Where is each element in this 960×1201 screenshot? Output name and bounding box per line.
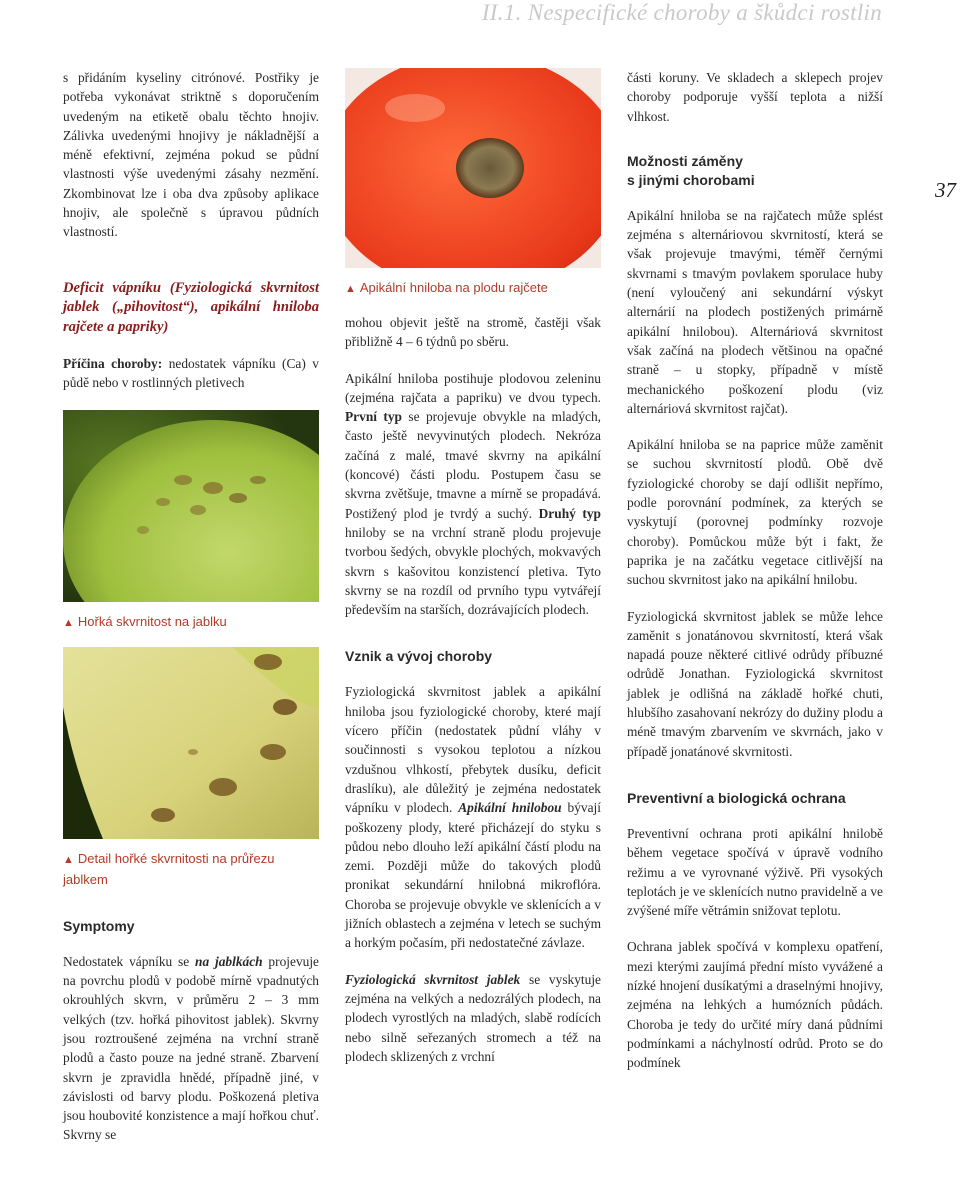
- apple-bitter-pit-photo: [63, 410, 319, 602]
- triangle-up-icon: ▲: [345, 283, 356, 295]
- chapter-header: II.1. Nespecifické choroby a škůdci rostlin: [481, 0, 882, 25]
- column-2: [345, 68, 601, 1083]
- apple-cross-section-photo: [63, 647, 319, 839]
- col3-paragraph-6: Ochrana jablek spočívá v komplexu opatření, mezi kterými zaujímá přední místo vyvážené a nízké hnojení dusíkatými a draselnými hnojivy, zejména na lehkých a humózních půdách. Choroba je tedy do určité míry daná půdními podmínkami a náchylností odrůd. Proto se do podmínek: [627, 939, 883, 1071]
- cross-section-caption: ▲ Detail hořké skvrnitosti na průřezu jablkem: [63, 850, 275, 887]
- tomato-photo-caption: ▲ Apikální hniloba na plodu rajčete: [345, 280, 548, 295]
- col2-paragraph-4: Fyziologická skvrnitost jablek se vyskytuje zejména na velkých a nedozrálých plodech, na plodech vyrostlých na mladých, slabě rodících nebo silně seřezaných stromech a též na plodech sklizených z vrchní: [345, 971, 601, 1064]
- col3-paragraph-5: Preventivní ochrana proti apikální hnilobě během vegetace spočívá v úpravě vodního režimu a ve vyrovnané výživě. Při vysokých teplotách je ve sklenících nutno pravidelně a ve zvýšené míře větrámin snižovat teplotu.: [627, 825, 883, 919]
- col3-paragraph-4: Fyziologická skvrnitost jablek se může lehce zaměnit s jonatánovou skvrnitostí, která však napadá pouze některé citlivé odrůdy příbuzné odrůdě Jonathan. Fyziologická skvrnitost jablek je odlišná na základě hořké chuti, hlubšího zasahovaní nekrózy do dužiny plodu a méně tmavým zbarvením ve skvrnách, jako v případě jonatánové skvrnitosti.: [627, 608, 883, 759]
- col2-paragraph-1: mohou objevit ještě na stromě, častěji však přibližně 4 – 6 týdnů po sběru.: [345, 315, 601, 350]
- cause-text: nedostatek vápníku (Ca) v půdě nebo v rostlinných pletivech: [63, 356, 319, 391]
- vznik-heading: Vznik a vývoj choroby: [345, 648, 493, 665]
- cause-label: Příčina choroby:: [63, 356, 163, 372]
- column-1: [63, 68, 319, 1162]
- triangle-up-icon: ▲: [63, 616, 74, 629]
- col3-paragraph-2: Apikální hniloba se na rajčatech může splést zejména s alternáriovou skvrnitostí, která se však projevuje tmavými, téměř černými skvrnami s tmavým povlakem sporulace huby (není vyloučený ani sekundární výskyt alternárií na plodech postižených primárně apikální hnilobou). Alternáriová skvrnitost však začíná na plodech většinou na opačné straně – u stopky, případně v místě mechanického poškození plodu (viz alternáriová skvrnitost rajčat).: [627, 207, 883, 416]
- zameny-heading: Možnosti záměny s jinými chorobami: [627, 152, 755, 188]
- col2-paragraph-2: Apikální hniloba postihuje plodovou zeleninu (zejména rajčata a papriku) ve dvou typech. První typ se projevuje obvykle na mladých, často ještě nevyvinutých plodech. Nekróza začíná z malé, tmavé skvrny na apikální (koncové) části plodu. Postupem času se skvrna zvětšuje, tmavne a mírně se propadává. Postižený plod je tvrdý a suchý. Druhý typ hniloby se na vrchní straně plodu projevuje tvorbou šedých, obvykle plochých, mokvavých skvrn s kašovitou konzistencí pletiva. Tyto skvrny se na rozdíl od prvního typu vytvářejí především na starších, dozrávajících plodech.: [345, 370, 601, 618]
- col3-paragraph-1: části koruny. Ve skladech a sklepech projev choroby podporuje vyšší teplota a nižší vlhkost.: [627, 70, 883, 124]
- symptoms-emphasis: na jablkách: [195, 953, 263, 969]
- cause-paragraph: [63, 354, 319, 393]
- tomato-blossom-end-rot-photo: [345, 68, 601, 268]
- intro-paragraph: s přidáním kyseliny citrónové. Postřiky je potřeba vykonávat striktně s doporučením uvedeným na etiketě obalu těchto hnojiv. Zálivka uvedenými hnojivy je nákladnější a méně efektivní, zejména pokud se půdní vlastnosti výše uvedenými zásahy nezmění. Zkombinovat lze i oba dva způsoby aplikace hnojiv, ale společně s úpravou půdních vlastností.: [63, 70, 319, 240]
- apple-photo-caption: ▲ Hořká skvrnitost na jablku: [63, 613, 227, 629]
- symptoms-heading: Symptomy: [63, 917, 135, 934]
- col3-paragraph-3: Apikální hniloba se na paprice může zaměnit se suchou skvrnitostí plodů. Obě dvě fyziologické choroby se dají odlišit nepřímo, podle porovnání podmínek, za kterých se vyskytují (porovnej podmínky rozvoje choroby). Pomůckou může být i fakt, že paprika je na začátku vegetace citlivější na suchou skvrnitost jako na apikální hnilobu.: [627, 437, 883, 588]
- disease-title: Deficit vápníku (Fyziologická skvrnitost jablek („pihovitost“), apikální hniloba rajčete a papriky): [63, 279, 319, 335]
- column-3: [627, 68, 883, 1089]
- prevence-heading: Preventivní a biologická ochrana: [627, 789, 846, 806]
- page-number: 37: [935, 178, 956, 202]
- triangle-up-icon: ▲: [63, 853, 74, 866]
- col2-paragraph-3: Fyziologická skvrnitost jablek a apikální hniloba jsou fyziologické choroby, které mají vícero příčin (nedostatek půdní vláhy v součinnosti s vysokou teplotou a nízkou vzdušnou vlhkostí, přebytek dusíku, deficit draslíku), ale důležitý je zejména nedostatek vápníku v plodech. Apikální hnilobou bývají poškozeny plody, které přicházejí do styku s půdou nebo dlouho leží apikální částí plodu na zemi. Později může do takových plodů pronikat sekundární hnilobná mikroflóra. Choroba se projevuje obvykle ve sklenících a v jižních oblastech a zejména v letech se suchým a horkým počasím, při nedostatečné závlaze.: [345, 684, 601, 951]
- symptoms-paragraph: Nedostatek vápníku se na jablkách projevuje na povrchu plodů v podobě mírně vpadnutých okrouhlých skvrn, v průměru 2 – 3 mm velkých (tzv. hořká pihovitost jablek). Skvrny jsou roztroušené zejména na vrchní straně plodů a často pouze na jedné straně. Zbarvení skvrn je zpravidla hnědé, případně jiné, v závislosti od barvy plodu. Poškozená pletiva jsou houbovité konzistence a mají hořkou chuť. Skvrny se: [63, 953, 320, 1143]
